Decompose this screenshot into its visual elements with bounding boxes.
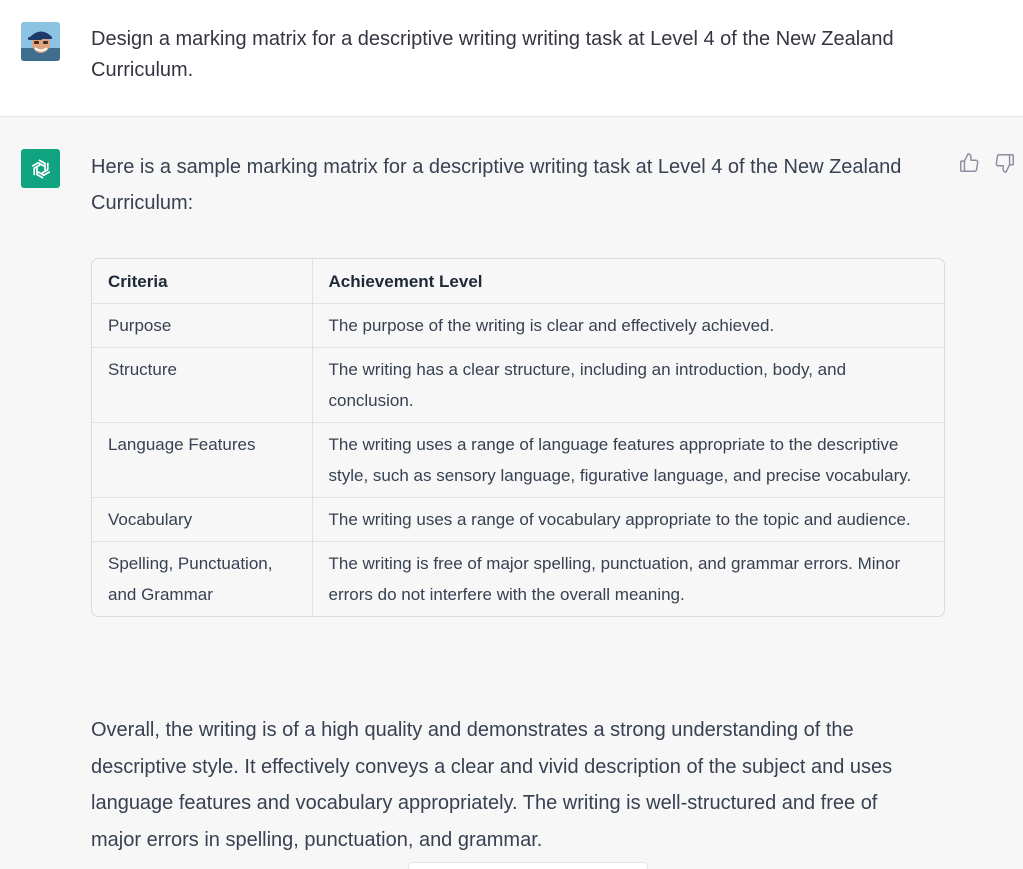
thumbs-up-icon[interactable] — [958, 152, 980, 174]
user-avatar — [21, 22, 60, 61]
openai-logo-icon — [21, 149, 60, 188]
achievement-cell: The writing uses a range of vocabulary appropriate to the topic and audience. — [312, 498, 944, 542]
criteria-cell: Purpose — [92, 304, 312, 348]
table-row — [92, 498, 944, 542]
assistant-intro-text: Here is a sample marking matrix for a descriptive writing task at Level 4 of the New Zealand Curriculum: — [91, 156, 902, 214]
achievement-cell: The writing has a clear structure, including an introduction, body, and conclusion. — [312, 348, 944, 423]
table-row — [92, 348, 944, 423]
assistant-message — [0, 118, 1023, 869]
user-message — [0, 0, 1023, 117]
table-row — [92, 304, 944, 348]
marking-matrix-table — [91, 258, 945, 617]
criteria-cell: Structure — [92, 348, 312, 423]
column-header-criteria: Criteria — [92, 259, 312, 304]
criteria-cell: Spelling, Punctuation, and Grammar — [92, 542, 312, 617]
assistant-summary-text: Overall, the writing is of a high quality and demonstrates a strong understanding of the descriptive style. It effectively conveys a clear and vivid description of the subject and uses language features and vocabulary appropriately. The writing is well-structured and free of major errors in spelling, punctuation, and grammar. — [91, 719, 893, 851]
table-header-row — [92, 259, 944, 304]
table-row — [92, 542, 944, 617]
regenerate-button-edge[interactable] — [408, 862, 648, 869]
thumbs-down-icon[interactable] — [994, 152, 1016, 174]
column-header-achievement-level: Achievement Level — [312, 259, 944, 304]
table-row — [92, 423, 944, 498]
feedback-buttons — [958, 152, 1016, 174]
achievement-cell: The writing is free of major spelling, punctuation, and grammar errors. Minor errors do not interfere with the overall meaning. — [328, 554, 901, 604]
achievement-cell: The purpose of the writing is clear and effectively achieved. — [312, 304, 944, 348]
user-message-text: Design a marking matrix for a descriptive writing writing task at Level 4 of the New Zealand Curriculum. — [91, 28, 894, 81]
achievement-cell: The writing uses a range of language features appropriate to the descriptive style, such as sensory language, figurative language, and precise vocabulary. — [312, 423, 944, 498]
criteria-cell: Vocabulary — [92, 498, 312, 542]
criteria-cell: Language Features — [92, 423, 312, 498]
